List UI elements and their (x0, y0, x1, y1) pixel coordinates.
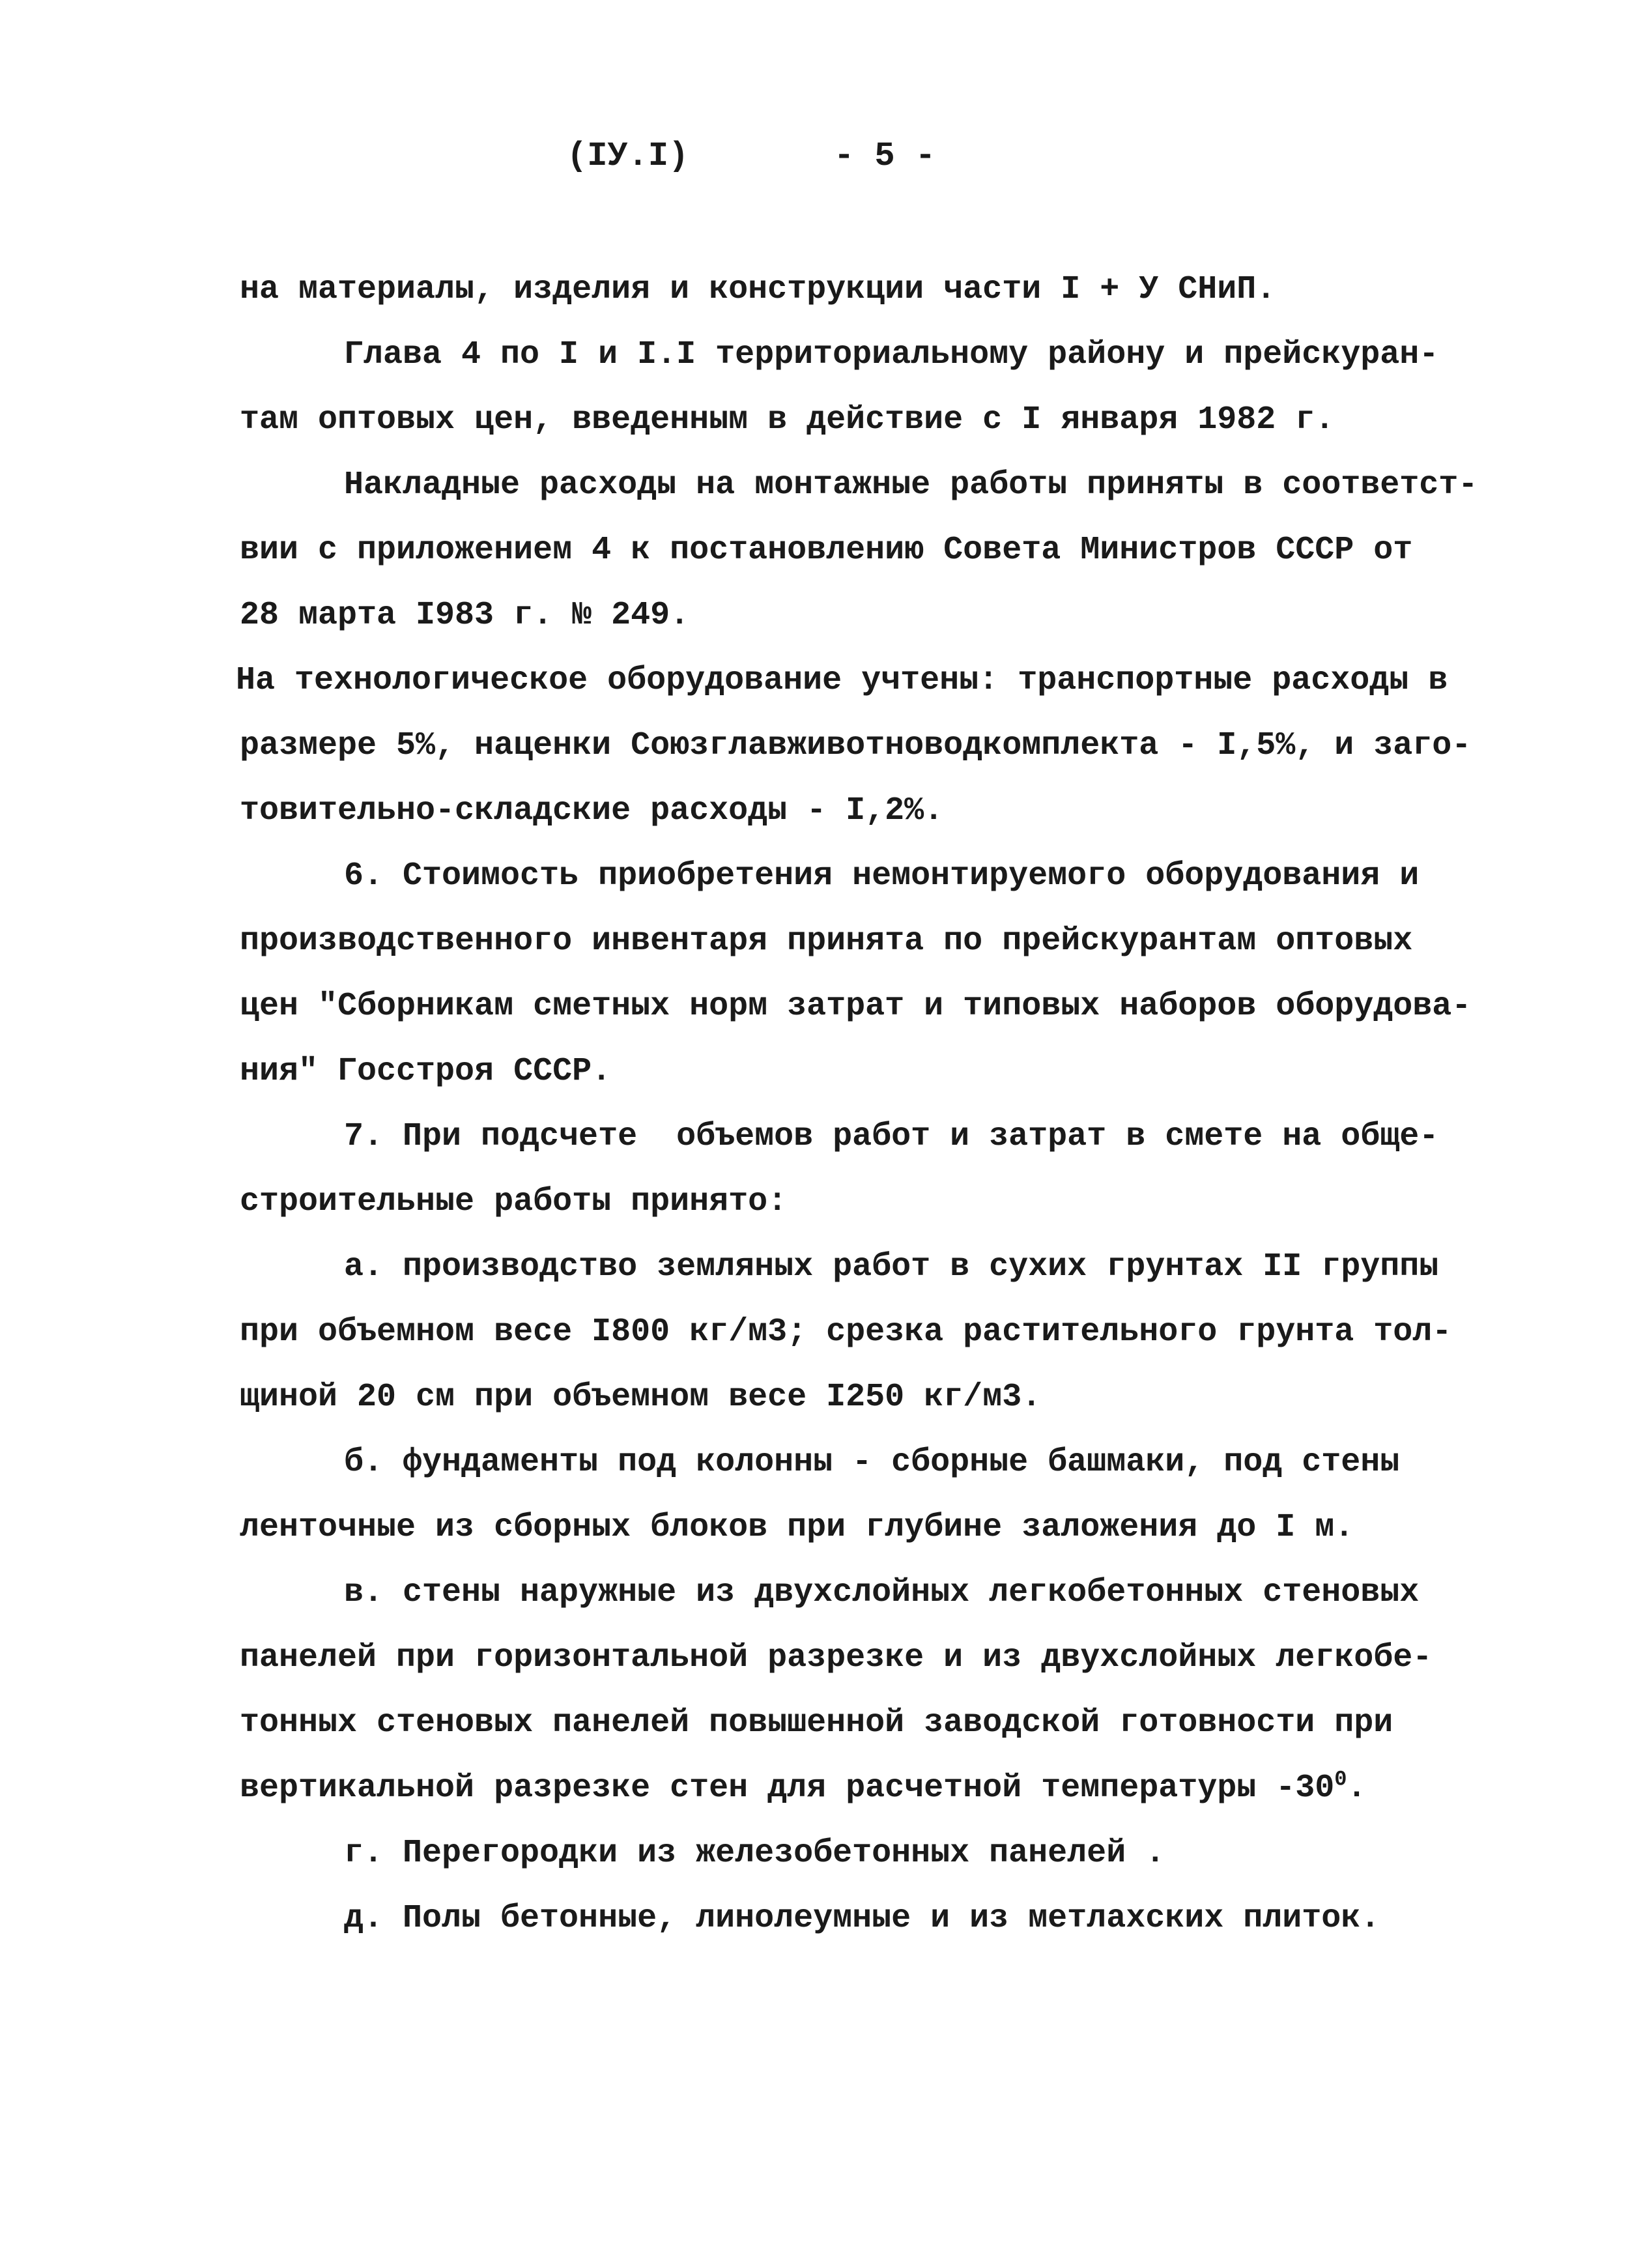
text-segment: вертикальной разрезке стен для расчетной температуры -30 (240, 1770, 1335, 1807)
text-line: панелей при горизонтальной разрезке и из двухслойных легкобе- (240, 1639, 1433, 1676)
text-line: а. производство земляных работ в сухих грунтах II группы (344, 1248, 1439, 1285)
text-line: 7. При подсчете объемов работ и затрат в смете на обще- (344, 1118, 1439, 1155)
text-line: товительно-складские расходы - I,2%. (240, 792, 944, 829)
text-line: там оптовых цен, введенным в действие с I января 1982 г. (240, 401, 1335, 438)
text-line: г. Перегородки из железобетонных панелей . (344, 1835, 1165, 1872)
text-line: производственного инвентаря принята по прейскурантам оптовых (240, 923, 1413, 960)
text-line: ленточные из сборных блоков при глубине заложения до I м. (240, 1509, 1354, 1546)
text-line: 6. Стоимость приобретения немонтируемого оборудования и (344, 857, 1420, 895)
text-line: вии с приложением 4 к постановлению Совета Министров СССР от (240, 532, 1413, 569)
page-header (0, 130, 1643, 189)
text-line: б. фундаменты под колонны - сборные башмаки, под стены (344, 1444, 1400, 1481)
text-line: размере 5%, наценки Союзглавживотноводкомплекта - I,5%, и загo- (240, 727, 1472, 764)
text-line: Накладные расходы на монтажные работы приняты в соответст- (344, 467, 1478, 504)
section-reference: (IУ.I) (567, 137, 689, 175)
text-line: щиной 20 см при объемном весе I250 кг/м3. (240, 1379, 1042, 1416)
text-line: 28 марта I983 г. № 249. (240, 597, 690, 634)
text-line: тонных стеновых панелей повышенной заводской готовности при (240, 1704, 1393, 1742)
text-line: На технологическое оборудование учтены: транспортные расходы в (236, 662, 1448, 699)
text-line: на материалы, изделия и конструкции части I + У СНиП. (240, 271, 1276, 308)
document-body (236, 257, 1517, 1951)
text-line: строительные работы принято: (240, 1183, 788, 1220)
text-line: при объемном весе I800 кг/м3; срезка растительного грунта тол- (240, 1313, 1452, 1351)
text-line: ния" Госстроя СССР. (240, 1053, 612, 1090)
text-line: цен "Сборникам сметных норм затрат и типовых наборов оборудова- (240, 988, 1472, 1025)
text-line: в. стены наружные из двухслойных легкобетонных стеновых (344, 1574, 1420, 1611)
text-line-with-superscript (240, 1756, 1517, 1821)
text-line: д. Полы бетонные, линолеумные и из метлахских плиток. (344, 1900, 1380, 1937)
text-line: Глава 4 по I и I.I территориальному району и прейскуран- (344, 336, 1439, 373)
page-number: - 5 - (834, 137, 936, 175)
degree-superscript: 0 (1334, 1767, 1347, 1792)
final-period: . (1347, 1770, 1367, 1807)
